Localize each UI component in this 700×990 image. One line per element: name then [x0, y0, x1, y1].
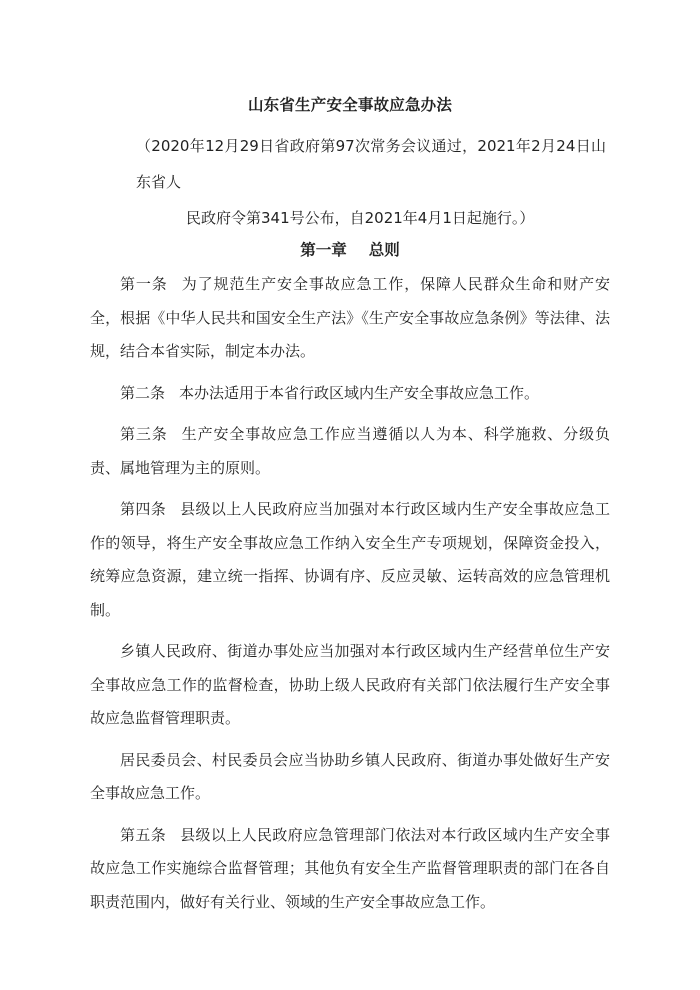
paragraph-text: 居民委员会、村民委员会应当协助乡镇人民政府、街道办事处做好生产安全事故应急工作。: [90, 750, 610, 802]
chapter-number: 第一章: [300, 241, 347, 259]
paragraph-article-4-township: [90, 635, 610, 736]
paragraph-article-1: [90, 268, 610, 369]
paragraph-text: 为了规范生产安全事故应急工作，保障人民群众生命和财产安全，根据《中华人民共和国安全生产法》《生产安全事故应急条例》等法律、法规，结合本省实际，制定本办法。: [90, 275, 610, 360]
paragraph-text: 生产安全事故应急工作应当遵循以人为本、科学施救、分级负责、属地管理为主的原则。: [90, 425, 610, 477]
paragraph-article-4-committees: [90, 744, 610, 811]
document-body: [90, 268, 610, 927]
article-label: 第五条: [120, 825, 167, 844]
paragraph-text: 乡镇人民政府、街道办事处应当加强对本行政区域内生产经营单位生产安全事故应急工作的监督检查，协助上级人民政府有关部门依法履行生产安全事故应急监督管理职责。: [90, 642, 610, 727]
paragraph-article-4: [90, 493, 610, 627]
paragraph-text: 县级以上人民政府应急管理部门依法对本行政区域内生产安全事故应急工作实施综合监督管理；其他负有安全生产监督管理职责的部门在各自职责范围内，做好有关行业、领域的生产安全事故应急工作。: [90, 825, 610, 911]
document-subtitle: [136, 128, 606, 236]
article-label: 第四条: [120, 500, 167, 518]
paragraph-article-5: [90, 819, 610, 920]
article-label: 第二条: [120, 383, 166, 402]
document-title: 山东省生产安全事故应急办法: [247, 96, 453, 114]
chapter-name: 总则: [368, 241, 400, 259]
subtitle-line-1: （2020年12月29日省政府第97次常务会议通过，2021年2月24日山东省人: [136, 137, 606, 191]
paragraph-article-2: [90, 377, 610, 411]
subtitle-line-2: 民政府令第341号公布，自2021年4月1日起施行。）: [186, 209, 535, 227]
chapter-heading: [0, 238, 700, 260]
paragraph-text: 本办法适用于本省行政区域内生产安全事故应急工作。: [179, 383, 540, 402]
article-label: 第三条: [120, 425, 168, 443]
paragraph-article-3: [90, 418, 610, 485]
paragraph-text: 县级以上人民政府应当加强对本行政区域内生产安全事故应急工作的领导，将生产安全事故应急工作纳入安全生产专项规划，保障资金投入，统筹应急资源，建立统一指挥、协调有序、反应灵敏、运转高效的应急管理机制。: [90, 500, 610, 619]
article-label: 第一条: [120, 275, 168, 293]
